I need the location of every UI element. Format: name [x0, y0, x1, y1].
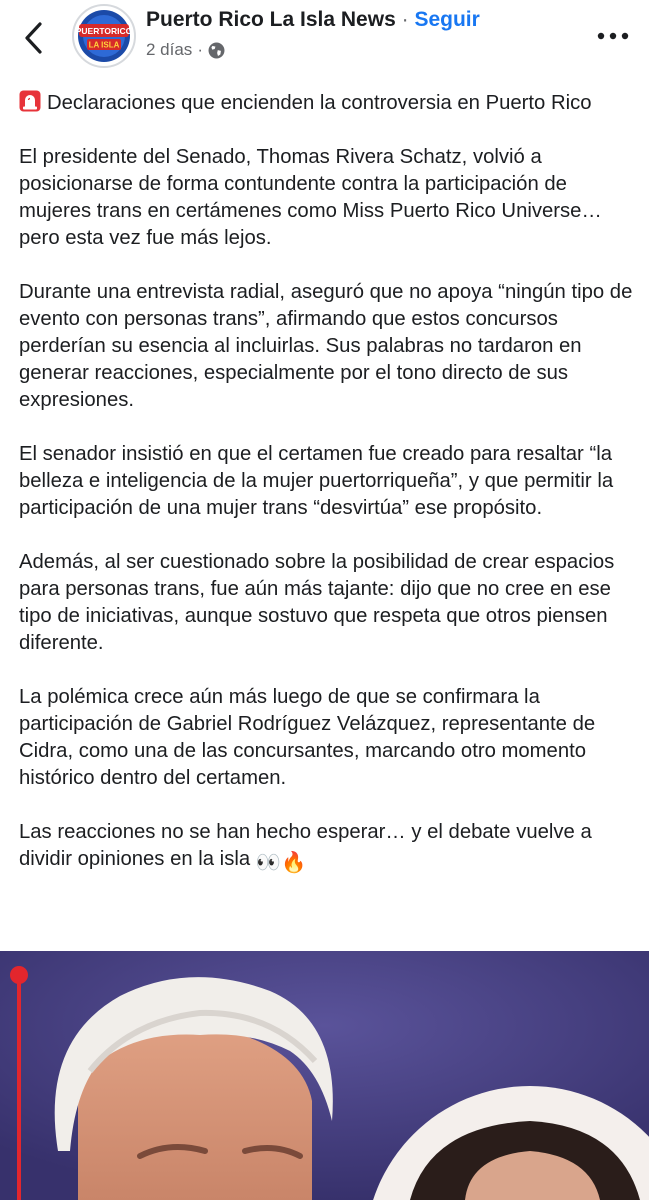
rotating-light-icon: [19, 90, 41, 112]
page-title-row: [146, 8, 480, 32]
post-paragraph: El senador insistió en que el certamen fue creado para resaltar “la belleza e inteligencia de la mujer puertorriqueña”, y que permitir la participación de una mujer trans “desvirtúa” ese propósito.: [19, 443, 614, 519]
red-accent-dot: [10, 966, 28, 984]
post-paragraph: Durante una entrevista radial, aseguró que no apoya “ningún tipo de evento con personas trans”, afirmando que estos concursos perderían su esencia al incluirlas. Sus palabras no tardaron en generar reacciones, especialmente por el tono directo de sus expresiones.: [19, 281, 633, 411]
title-separator: ·: [401, 8, 409, 31]
post-body: [19, 90, 635, 877]
post-headline-paragraph: [19, 90, 635, 117]
globe-icon: [208, 42, 225, 59]
red-accent-line: [17, 975, 21, 1200]
post-headline: Declaraciones que encienden la controversia en Puerto Rico: [47, 92, 592, 114]
post-header: [0, 0, 649, 80]
follow-button[interactable]: Seguir: [414, 8, 480, 31]
post-paragraph: El presidente del Senado, Thomas Rivera Schatz, volvió a posicionarse de forma contundente contra la participación de mujeres trans en certámenes como Miss Puerto Rico Universe… pero esta vez fue más lejos.: [19, 146, 602, 249]
post-closing-text: Las reacciones no se han hecho esperar… y el debate vuelve a dividir opiniones en la isla: [19, 821, 592, 870]
more-options-icon[interactable]: [596, 30, 630, 42]
post-timestamp[interactable]: 2 días: [146, 40, 193, 59]
logo-text-bottom: LA ISLA: [88, 40, 120, 50]
eyes-fire-emoji: 👀🔥: [255, 852, 307, 874]
page-logo: [74, 6, 134, 66]
back-chevron-icon[interactable]: [18, 18, 52, 58]
page-name[interactable]: Puerto Rico La Isla News: [146, 8, 396, 31]
page-avatar[interactable]: [72, 4, 136, 68]
post-paragraph: La polémica crece aún más luego de que se confirmara la participación de Gabriel Rodríguez Velázquez, representante de Cidra, como una de las concursantes, marcando otro momento histórico dentro del certamen.: [19, 686, 596, 789]
post-paragraph: Además, al ser cuestionado sobre la posibilidad de crear espacios para personas trans, fue aún más tajante: dijo que no cree en ese tipo de iniciativas, aunque sostuvo que respeta que otros piensen diferente.: [19, 551, 615, 654]
post-closing-paragraph: [19, 819, 635, 877]
post-image-illustration: [0, 951, 649, 1200]
meta-separator: ·: [197, 40, 203, 59]
logo-text-top: PUERTORICO: [75, 26, 133, 36]
post-photo[interactable]: [0, 951, 649, 1200]
post-meta: [146, 40, 225, 60]
